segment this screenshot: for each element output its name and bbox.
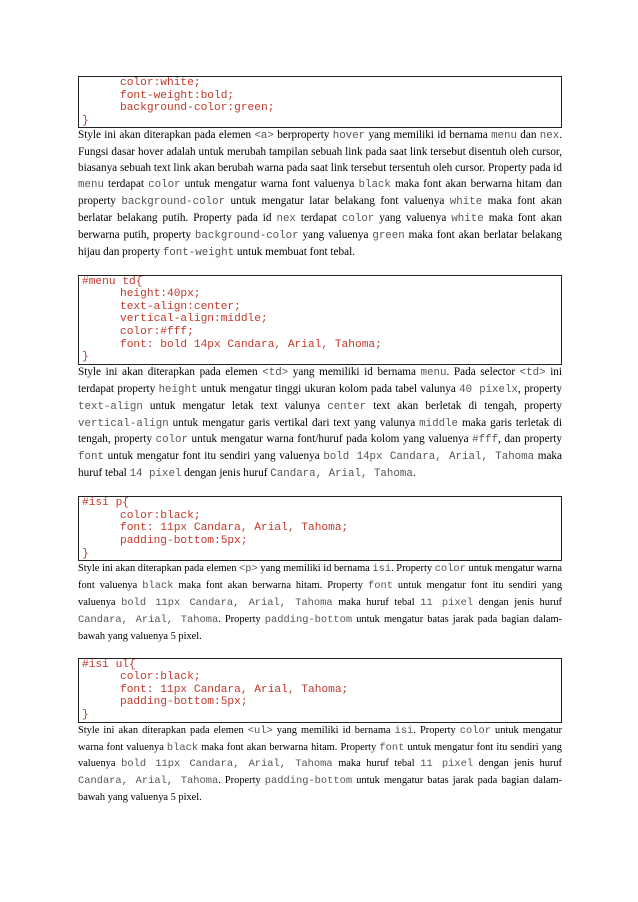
text-run: untuk mengatur tinggi ukuran kolom pada tabel valunya	[197, 382, 460, 395]
inline-code: 14 pixel	[129, 468, 182, 481]
inline-code: color	[148, 179, 181, 192]
code-block-isi-p	[78, 496, 562, 561]
inline-code: bold 14px Candara, Arial, Tahoma	[323, 451, 535, 464]
text-run: . Property	[218, 775, 265, 787]
inline-code: vertical-align	[78, 417, 169, 430]
text-run: . Property	[413, 724, 460, 736]
text-run: dengan jenis huruf	[473, 596, 563, 608]
text-run: untuk mengatur warna font valuenya	[78, 563, 562, 591]
text-run: maka font akan berwarna hitam. Property	[198, 741, 380, 753]
inline-code: <ul>	[247, 724, 273, 737]
code-line: padding-bottom:5px;	[120, 696, 248, 709]
text-run: untuk mengatur warna font/huruf pada kolom yang valuenya	[188, 433, 473, 446]
text-run: yang valuenya	[298, 228, 373, 241]
text-run: Style ini akan diterapkan pada elemen	[78, 563, 240, 575]
code-line: #menu td{	[82, 275, 143, 288]
text-run: yang memiliki id bernama	[272, 724, 395, 736]
inline-code: isi	[394, 724, 414, 737]
inline-code: <a>	[254, 130, 274, 143]
inline-code: black	[358, 179, 391, 192]
document-body	[78, 76, 562, 819]
code-line: color:white;	[120, 77, 201, 89]
text-run: , dan property	[498, 433, 562, 446]
inline-code: <p>	[239, 563, 258, 576]
inline-code: isi	[372, 563, 392, 576]
paragraph-hover	[78, 128, 562, 261]
inline-code: font	[367, 580, 393, 592]
inline-code: font-weight	[162, 246, 235, 259]
text-run: untuk mengatur latar belakang font valuenya	[225, 195, 450, 207]
inline-code: background-color	[121, 196, 226, 208]
code-line: font: 11px Candara, Arial, Tahoma;	[120, 683, 349, 696]
inline-code: white	[449, 196, 483, 208]
text-run: terdapat	[103, 178, 149, 191]
inline-code: white	[451, 212, 484, 225]
code-line: }	[82, 709, 89, 721]
code-line: }	[82, 547, 89, 560]
text-run: untuk mengatur font itu sendiri yang valuenya	[103, 450, 324, 463]
text-run: dan	[516, 129, 540, 142]
code-line: vertical-align:middle;	[120, 313, 268, 326]
inline-code: menu	[78, 179, 104, 192]
inline-code: height	[158, 383, 198, 396]
text-run: . Property	[218, 613, 265, 625]
inline-code: color	[459, 724, 491, 737]
text-run: terdapat	[295, 211, 342, 224]
text-run: yang valuenya	[374, 211, 452, 224]
inline-code: bold 11px Candara, Arial, Tahoma	[121, 758, 333, 771]
text-run: yang memiliki id bernama	[365, 129, 492, 142]
inline-code: Candara, Arial, Tahoma	[78, 775, 219, 788]
text-run: untuk mengatur garis vertikal dari text yang valunya	[168, 416, 420, 429]
text-run: dengan jenis huruf	[181, 467, 271, 480]
text-run: Style ini akan diterapkan pada elemen	[78, 129, 255, 142]
inline-code: green	[372, 229, 405, 242]
inline-code: Candara, Arial, Tahoma	[78, 613, 219, 626]
inline-code: padding-bottom	[264, 613, 353, 626]
inline-code: text-align	[78, 400, 143, 413]
text-run: maka font akan berwarna hitam. Property	[173, 580, 368, 591]
inline-code: menu	[420, 366, 447, 379]
code-line: }	[82, 351, 89, 364]
inline-code: #fff	[472, 434, 499, 447]
inline-code: black	[166, 741, 199, 754]
text-run: yang memiliki id bernama	[257, 563, 373, 575]
text-run: untuk mengatur font itu sendiri yang valuenya	[78, 741, 562, 770]
text-run: maka font akan berlatar belakang hijau dan property	[78, 228, 563, 258]
text-run: ini terdapat property	[78, 365, 563, 395]
code-block-hover	[78, 76, 562, 128]
code-line: color:black;	[120, 509, 201, 522]
code-line: #isi ul{	[82, 658, 136, 671]
paragraph-menu-td	[78, 365, 562, 483]
inline-code: bold 11px Candara, Arial, Tahoma	[121, 596, 333, 609]
text-run: untuk membuat font tebal.	[234, 245, 355, 258]
text-run: , property	[517, 382, 562, 395]
code-line: color:#fff;	[120, 326, 194, 338]
inline-code: <td>	[262, 366, 289, 379]
inline-code: font	[78, 451, 104, 464]
paragraph-isi-ul	[78, 723, 562, 807]
inline-code: center	[327, 400, 367, 413]
text-run: untuk mengatur warna font valuenya	[78, 724, 563, 753]
inline-code: hover	[332, 130, 366, 143]
code-line: font: 11px Candara, Arial, Tahoma;	[120, 522, 349, 535]
code-line: }	[82, 114, 89, 127]
code-line: padding-bottom:5px;	[120, 534, 248, 547]
text-run: maka huruf tebal	[332, 596, 421, 608]
text-run: untuk mengatur warna font valuenya	[180, 178, 359, 191]
inline-code: font	[379, 741, 405, 754]
inline-code: nex	[276, 212, 296, 225]
inline-code: color	[434, 563, 466, 576]
inline-code: 11 pixel	[420, 758, 474, 771]
text-run: dengan jenis huruf	[473, 758, 563, 770]
text-run: Style ini akan diterapkan pada elemen	[78, 365, 263, 378]
code-line: #isi p{	[82, 497, 129, 510]
text-run: untuk mengatur font itu sendiri yang valuenya	[78, 580, 563, 608]
inline-code: color	[341, 212, 375, 225]
inline-code: middle	[419, 417, 459, 430]
code-block-isi-ul	[78, 658, 562, 723]
code-line: font-weight:bold;	[120, 89, 235, 102]
code-line: text-align:center;	[120, 300, 241, 313]
inline-code: <td>	[519, 366, 546, 379]
text-run: maka huruf tebal	[332, 758, 421, 770]
text-run: .	[412, 467, 416, 480]
code-block-menu-td	[78, 275, 562, 365]
inline-code: menu	[491, 130, 517, 143]
text-run: Style ini akan diterapkan pada elemen	[78, 724, 248, 736]
inline-code: color	[155, 434, 189, 447]
code-line: height:40px;	[120, 288, 201, 301]
text-run: untuk mengatur letak text valunya	[142, 399, 328, 412]
text-run: yang memiliki id bernama	[288, 365, 421, 378]
text-run: maka font akan berlatar belakang putih. Property pada id	[78, 195, 563, 224]
inline-code: 40 pixelx	[459, 383, 518, 396]
text-run: maka huruf tebal	[78, 450, 562, 480]
text-run: text akan berletak di tengah, property	[366, 399, 562, 412]
text-run: . Pada selector	[446, 365, 520, 378]
inline-code: padding-bottom	[264, 775, 353, 788]
text-run: untuk mengatur batas jarak pada bagian dalam-bawah yang valuenya 5 pixel.	[78, 613, 562, 642]
text-run: maka font akan berwarna putih, property	[78, 211, 562, 241]
inline-code: black	[142, 580, 174, 592]
text-run: untuk mengatur batas jarak pada bagian dalam-bawah yang valuenya 5 pixel.	[78, 775, 562, 804]
text-run: . Fungsi dasar hover adalah untuk merubah tampilan sebuah link pada saat link tersebut disentuh oleh cursor, biasanya sebuah text link akan berubah warna pada saat link tersebut tersentuh oleh cursor. Property pada id	[78, 129, 563, 175]
inline-code: Candara, Arial, Tahoma	[270, 468, 413, 481]
code-line: background-color:green;	[120, 102, 275, 115]
text-run: maka garis terletak di tengah, property	[78, 416, 562, 446]
code-line: font: bold 14px Candara, Arial, Tahoma;	[120, 338, 382, 351]
inline-code: background-color	[194, 229, 299, 242]
code-line: color:black;	[120, 671, 201, 684]
inline-code: 11 pixel	[420, 596, 474, 609]
text-run: . Property	[391, 563, 435, 575]
text-run: maka font akan berwarna hitam dan property	[78, 178, 562, 207]
paragraph-isi-p	[78, 561, 562, 645]
inline-code: nex	[539, 130, 560, 143]
text-run: berproperty	[273, 129, 333, 142]
